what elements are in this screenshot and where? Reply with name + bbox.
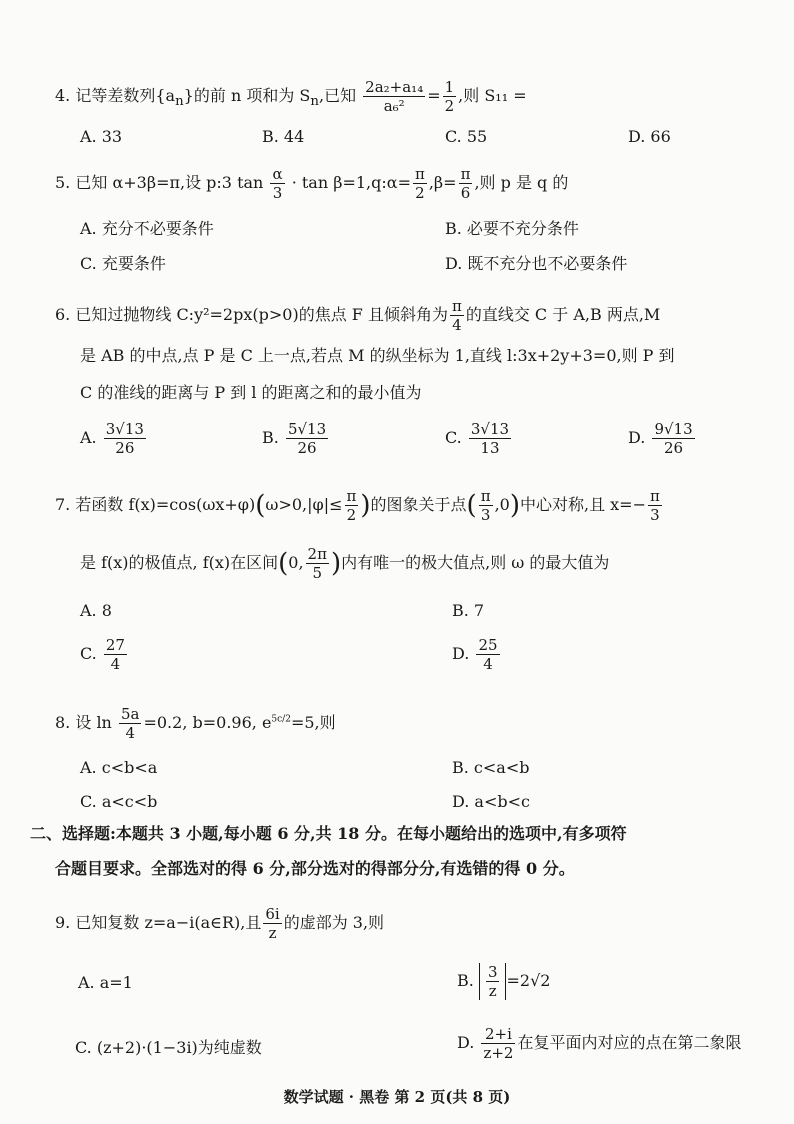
q7-option-a: A. 8	[80, 601, 112, 620]
q4-stem	[55, 78, 527, 115]
q6-c-num: 3√13	[470, 420, 510, 438]
q6-stem-line2: 是 AB 的中点,点 P 是 C 上一点,若点 M 的纵坐标为 1,直线 l:3x+2y+3=0,则 P 到	[80, 346, 675, 365]
q6-text-b: 的直线交 C 于 A,B 两点,M	[465, 305, 661, 324]
q6-option-a	[80, 420, 148, 457]
q9-frac-1	[263, 905, 281, 942]
q6-option-c-label: C.	[445, 428, 462, 447]
q6-option-b-frac	[286, 420, 328, 457]
q9-option-d	[457, 1025, 741, 1062]
q7-f2-num: π	[480, 487, 491, 505]
q6-stem-line1	[55, 297, 660, 334]
q6-option-d-label: D.	[628, 428, 646, 447]
q8-exponent: 5c/2	[271, 714, 291, 725]
q8-f1-num: 5a	[120, 705, 140, 723]
q6-a-den: 26	[115, 439, 135, 457]
q5-option-a: A. 充分不必要条件	[80, 219, 214, 238]
q8-option-d: D. a<b<c	[452, 792, 530, 811]
q9-option-a: A. a=1	[78, 973, 133, 992]
q6-d-num: 9√13	[654, 420, 693, 438]
q7-option-d-frac	[476, 636, 499, 673]
q4-half-den: 2	[444, 97, 455, 115]
q9-d-den: z+2	[483, 1044, 514, 1062]
q8-frac-1	[119, 705, 142, 742]
q7-c-den: 4	[110, 655, 121, 673]
q6-option-d	[628, 420, 697, 457]
q9-b-rest: =2√2	[506, 971, 551, 990]
q9-option-b-label: B.	[457, 971, 474, 990]
q9-f1-num: 6i	[265, 905, 280, 923]
q4-sub-a: n	[175, 94, 184, 110]
q9-option-d-frac	[481, 1025, 515, 1062]
q4-text-a: 4. 记等差数列{a	[55, 86, 176, 105]
q4-option-c: C. 55	[445, 127, 488, 146]
q7-d-num: 25	[478, 636, 498, 654]
q9-d-rest: 在复平面内对应的点在第二象限	[517, 1033, 742, 1052]
q5-text-b: · tan β=1,q:α=	[291, 173, 411, 192]
q7-option-c	[80, 636, 129, 673]
q6-option-a-frac	[104, 420, 146, 457]
q9-f1-den: z	[268, 924, 277, 942]
q6-c-den: 13	[480, 439, 500, 457]
q7-c-num: 27	[105, 636, 125, 654]
q7-d-den: 4	[483, 655, 493, 673]
q6-f1-num: π	[451, 297, 462, 315]
q9-text-a: 9. 已知复数 z=a−i(a∈R),且	[55, 913, 262, 932]
q8-option-a: A. c<b<a	[80, 758, 158, 777]
q6-stem-line3: C 的准线的距离与 P 到 l 的距离之和的最小值为	[80, 383, 422, 402]
q6-option-d-frac	[652, 420, 694, 457]
q5-frac-3	[459, 165, 473, 202]
q4-eq: =	[427, 86, 441, 105]
q6-option-c	[445, 420, 513, 457]
section-2-intro-line1: 二、选择题:本题共 3 小题,每小题 6 分,共 18 分。在每小题给出的选项中,有多项符	[30, 824, 627, 843]
q6-frac-1	[450, 297, 464, 334]
q7-point-open: (	[466, 490, 477, 521]
q7-option-c-label: C.	[80, 644, 97, 663]
q4-frac-den: a₆²	[383, 97, 405, 115]
q5-f3-num: π	[460, 165, 471, 183]
q6-option-b	[262, 420, 330, 457]
q6-option-c-frac	[469, 420, 511, 457]
q8-text-b: =0.2, b=0.96, e	[143, 713, 272, 732]
q6-b-num: 5√13	[287, 420, 327, 438]
q4-text-c: ,已知	[318, 86, 357, 105]
q4-half	[443, 78, 457, 115]
q6-a-num: 3√13	[105, 420, 144, 438]
q5-stem	[55, 165, 568, 202]
q5-frac-2	[413, 165, 427, 202]
q4-frac-num: 2a₂+a₁₄	[365, 78, 424, 96]
q7-f4-num: 2π	[307, 545, 327, 563]
q7-stem-line2	[80, 545, 609, 582]
q7-paren-open: (	[255, 490, 266, 521]
q4-option-d: D. 66	[628, 127, 671, 146]
q9-d-num: 2+i	[481, 1025, 515, 1044]
q7-f3-num: π	[650, 487, 660, 505]
q9-option-c: C. (z+2)·(1−3i)为纯虚数	[75, 1038, 262, 1057]
q7-f2-den: 3	[480, 506, 491, 524]
q7-option-b: B. 7	[452, 601, 485, 620]
q5-f2-den: 2	[415, 184, 425, 202]
q4-text-b: }的前 n 项和为 S	[183, 86, 311, 105]
q7-paren-close: )	[360, 490, 371, 521]
q6-text-a: 6. 已知过抛物线 C:y²=2px(p>0)的焦点 F 且倾斜角为	[55, 305, 448, 324]
q7-option-d-label: D.	[452, 644, 470, 663]
q9-option-b-abs	[479, 963, 507, 1000]
q8-text-c: =5,则	[290, 713, 336, 732]
page-footer: 数学试题 · 黑卷 第 2 页(共 8 页)	[283, 1088, 511, 1106]
q5-text-c: ,β=	[428, 173, 457, 192]
q7-frac-3	[648, 487, 662, 524]
q5-text-d: ,则 p 是 q 的	[474, 173, 569, 192]
q9-option-b-frac	[486, 963, 500, 1000]
q8-option-c: C. a<c<b	[80, 792, 158, 811]
q7-interval-open: (	[278, 548, 289, 579]
q9-b-den: z	[488, 982, 497, 1000]
q7-stem-line1	[55, 487, 664, 524]
q7-f1-den: 2	[346, 506, 357, 524]
q7-line2-c: 内有唯一的极大值点,则 ω 的最大值为	[341, 553, 610, 572]
q7-option-c-frac	[104, 636, 127, 673]
section-2-intro-line2: 合题目要求。全部选对的得 6 分,部分选对的得部分分,有选错的得 0 分。	[55, 859, 575, 878]
q5-frac-1	[270, 165, 284, 202]
q8-option-b: B. c<a<b	[452, 758, 530, 777]
q4-text-d: ,则 S₁₁ =	[458, 86, 527, 105]
q8-stem	[55, 705, 336, 742]
q4-option-a: A. 33	[80, 127, 123, 146]
q8-text-a: 8. 设 ln	[55, 713, 112, 732]
q6-option-b-label: B.	[262, 428, 279, 447]
q6-f1-den: 4	[452, 316, 462, 334]
q7-frac-4	[306, 545, 329, 582]
q6-d-den: 26	[663, 439, 684, 457]
q7-frac-2	[479, 487, 493, 524]
q5-f3-den: 6	[460, 184, 471, 202]
q7-text-a: 7. 若函数 f(x)=cos(ωx+φ)	[55, 495, 256, 514]
q4-half-num: 1	[444, 78, 455, 96]
q7-f3-den: 3	[650, 506, 660, 524]
q7-f4-den: 5	[312, 564, 323, 582]
q8-f1-den: 4	[125, 724, 135, 742]
q5-option-c: C. 充要条件	[80, 254, 166, 273]
q4-option-b: B. 44	[262, 127, 305, 146]
q7-text-b: ω>0,|φ|≤	[265, 495, 343, 514]
q5-f2-num: π	[414, 165, 425, 183]
q6-option-a-label: A.	[80, 428, 97, 447]
q9-text-b: 的虚部为 3,则	[283, 913, 385, 932]
q4-fraction	[363, 78, 425, 115]
q7-interval-close: )	[330, 548, 342, 579]
q7-text-d: ,0	[494, 495, 510, 514]
q5-option-b: B. 必要不充分条件	[445, 219, 579, 238]
q5-text-a: 5. 已知 α+3β=π,设 p:3 tan	[55, 173, 264, 192]
q6-b-den: 26	[297, 439, 317, 457]
q7-f1-num: π	[346, 487, 357, 505]
q9-b-num: 3	[487, 963, 498, 981]
q7-option-d	[452, 636, 502, 673]
q9-option-d-label: D.	[457, 1033, 475, 1052]
q5-option-d: D. 既不充分也不必要条件	[445, 254, 628, 273]
q7-line2-b: 0,	[288, 553, 304, 572]
q9-option-b	[457, 963, 550, 1000]
q4-sub-b: n	[310, 94, 319, 110]
q7-text-e: 中心对称,且 x=−	[519, 495, 646, 514]
q7-frac-1	[345, 487, 359, 524]
q7-text-c: 的图象关于点	[370, 495, 467, 514]
q7-point-close: )	[509, 490, 520, 521]
q7-line2-a: 是 f(x)的极值点, f(x)在区间	[80, 553, 279, 572]
q5-f1-den: 3	[272, 184, 283, 202]
q5-f1-num: α	[272, 165, 283, 183]
q9-stem	[55, 905, 384, 942]
